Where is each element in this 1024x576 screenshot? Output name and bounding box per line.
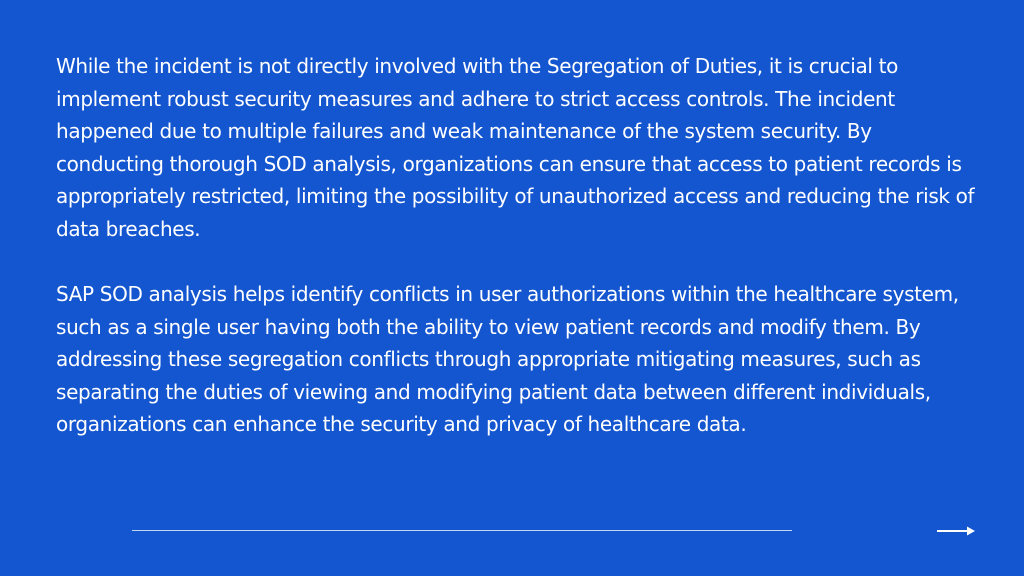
footer-divider bbox=[132, 530, 792, 531]
paragraph-sod-incident: While the incident is not directly involved with the Segregation of Duties, it is crucial to implement robust security measures and adhere to strict access controls. The incident happened due to multiple failures and weak maintenance of the system security. By conducting thorough SOD analysis, organizations can ensure that access to patient records is appropriately restricted, limiting the possibility of unauthorized access and reducing the risk of data breaches. bbox=[56, 54, 975, 241]
arrow-right-icon[interactable] bbox=[936, 522, 976, 540]
paragraph-sap-sod-analysis: SAP SOD analysis helps identify conflicts in user authorizations within the healthcare system, such as a single user having both the ability to view patient records and modify them. By addressing these segregation conflicts through appropriate mitigating measures, such as separating the duties of viewing and modifying patient data between different individuals, organizations can enhance the security and privacy of healthcare data. bbox=[56, 282, 959, 436]
slide-body bbox=[56, 50, 976, 441]
